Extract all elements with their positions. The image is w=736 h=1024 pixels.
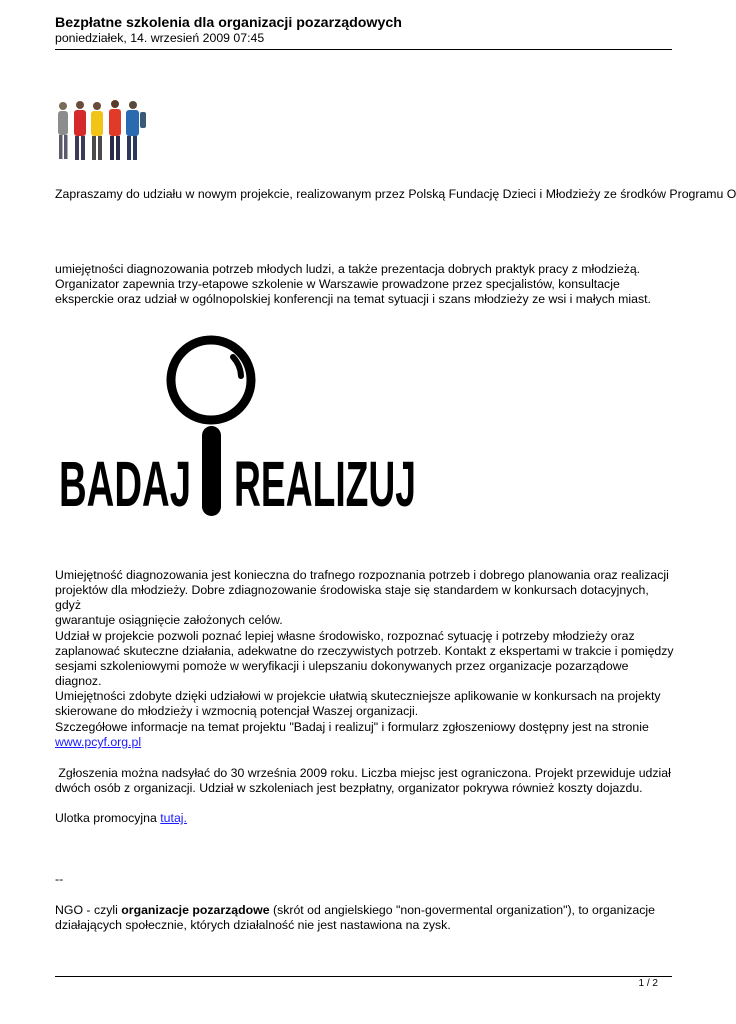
badaj-realizuj-logo	[55, 330, 425, 520]
text-line: Zgłoszenia można nadsyłać do 30 września 2009 roku. Liczba miejsc jest ograniczona. Projekt przewiduje udział	[55, 766, 671, 780]
magnifier-highlight	[233, 357, 241, 376]
document-title: Bezpłatne szkolenia dla organizacji pozarządowych	[55, 15, 402, 31]
paragraph-training	[55, 262, 675, 307]
text-line: dwóch osób z organizacji. Udział w szkoleniach jest bezpłatny, organizator pokrywa również koszty dojazdu.	[55, 781, 643, 795]
pcyf-link[interactable]: www.pcyf.org.pl	[55, 735, 142, 749]
paragraph-diagnosis	[55, 568, 675, 628]
paragraph-details	[55, 720, 675, 750]
text-line: eksperckie oraz udział w ogólnopolskiej konferencji na temat sytuacji i szans młodzieży ze wsi i małych miast.	[55, 292, 651, 306]
ngo-prefix: NGO - czyli	[55, 903, 122, 917]
document-date: poniedziałek, 14. wrzesień 2009 07:45	[55, 31, 265, 45]
ngo-suffix: (skrót od angielskiego "non-govermental organization"), to organizacje	[269, 903, 655, 917]
header-rule	[55, 49, 672, 50]
text-line: Organizator zapewnia trzy-etapowe szkolenie w Warszawie prowadzone przez specjalistów, konsultacje	[55, 277, 620, 291]
text-line: sesjami szkoleniowymi pomoże w weryfikacji i ulepszaniu dokonywanych przez organizacje pozarządowe diagnoz.	[55, 659, 629, 688]
text-line: Umiejętność diagnozowania jest konieczna do trafnego rozpoznania potrzeb i dobrego planowania oraz realizacji	[55, 568, 669, 582]
text-line: umiejętności diagnozowania potrzeb młodych ludzi, a także prezentacja dobrych praktyk pracy z młodzieżą.	[55, 262, 641, 276]
text-line: projektów dla młodzieży. Dobre zdiagnozowanie środowiska staje się standardem w konkursach dotacyjnych, gdyż	[55, 583, 649, 612]
paragraph-leaflet	[55, 811, 675, 826]
text-line: działających społecznie, których działalność nie jest nastawiona na zysk.	[55, 918, 451, 932]
text-line: skierowane do młodzieży i wzmocnią potencjał Waszej organizacji.	[55, 704, 419, 718]
paragraph-applications	[55, 766, 675, 796]
text-line: Szczegółowe informacje na temat projektu "Badaj i realizuj" i formularz zgłoszeniowy dostępny jest na stronie	[55, 720, 649, 734]
intro-text: Zapraszamy do udziału w nowym projekcie, realizowanym przez Polską Fundację Dzieci i Młodzieży ze środków Programu O	[55, 187, 736, 201]
text-line: Umiejętności zdobyte dzięki udziałowi w projekcie ułatwią skuteczniejsze aplikowanie w konkursach na projekty	[55, 689, 661, 703]
ngo-bold-term: organizacje pozarządowe	[121, 903, 270, 917]
footer-rule	[55, 976, 672, 977]
page-number: 1 / 2	[638, 978, 658, 989]
text-line: zaplanować skuteczne działania, adekwatne do rzeczywistych potrzeb. Kontakt z ekspertami w trakcie i pomiędzy	[55, 644, 674, 658]
paragraph-ngo	[55, 903, 675, 933]
magnifier-lens-icon	[171, 340, 251, 420]
text-line: Udział w projekcie pozwoli poznać lepiej własne środowisko, rozpoznać sytuację i potrzeby młodzieży oraz	[55, 629, 635, 643]
logo-word-realizuj: REALIZUJ	[234, 448, 416, 520]
text-line: gwarantuje osiągnięcie założonych celów.	[55, 613, 283, 627]
magnifier-handle	[202, 426, 221, 516]
paragraph-benefits	[55, 629, 675, 719]
people-photo	[53, 98, 149, 164]
leaflet-link[interactable]: tutaj.	[160, 811, 187, 825]
leaflet-label: Ulotka promocyjna	[55, 811, 161, 825]
separator-text: --	[55, 872, 64, 886]
logo-word-badaj: BADAJ	[59, 448, 191, 520]
